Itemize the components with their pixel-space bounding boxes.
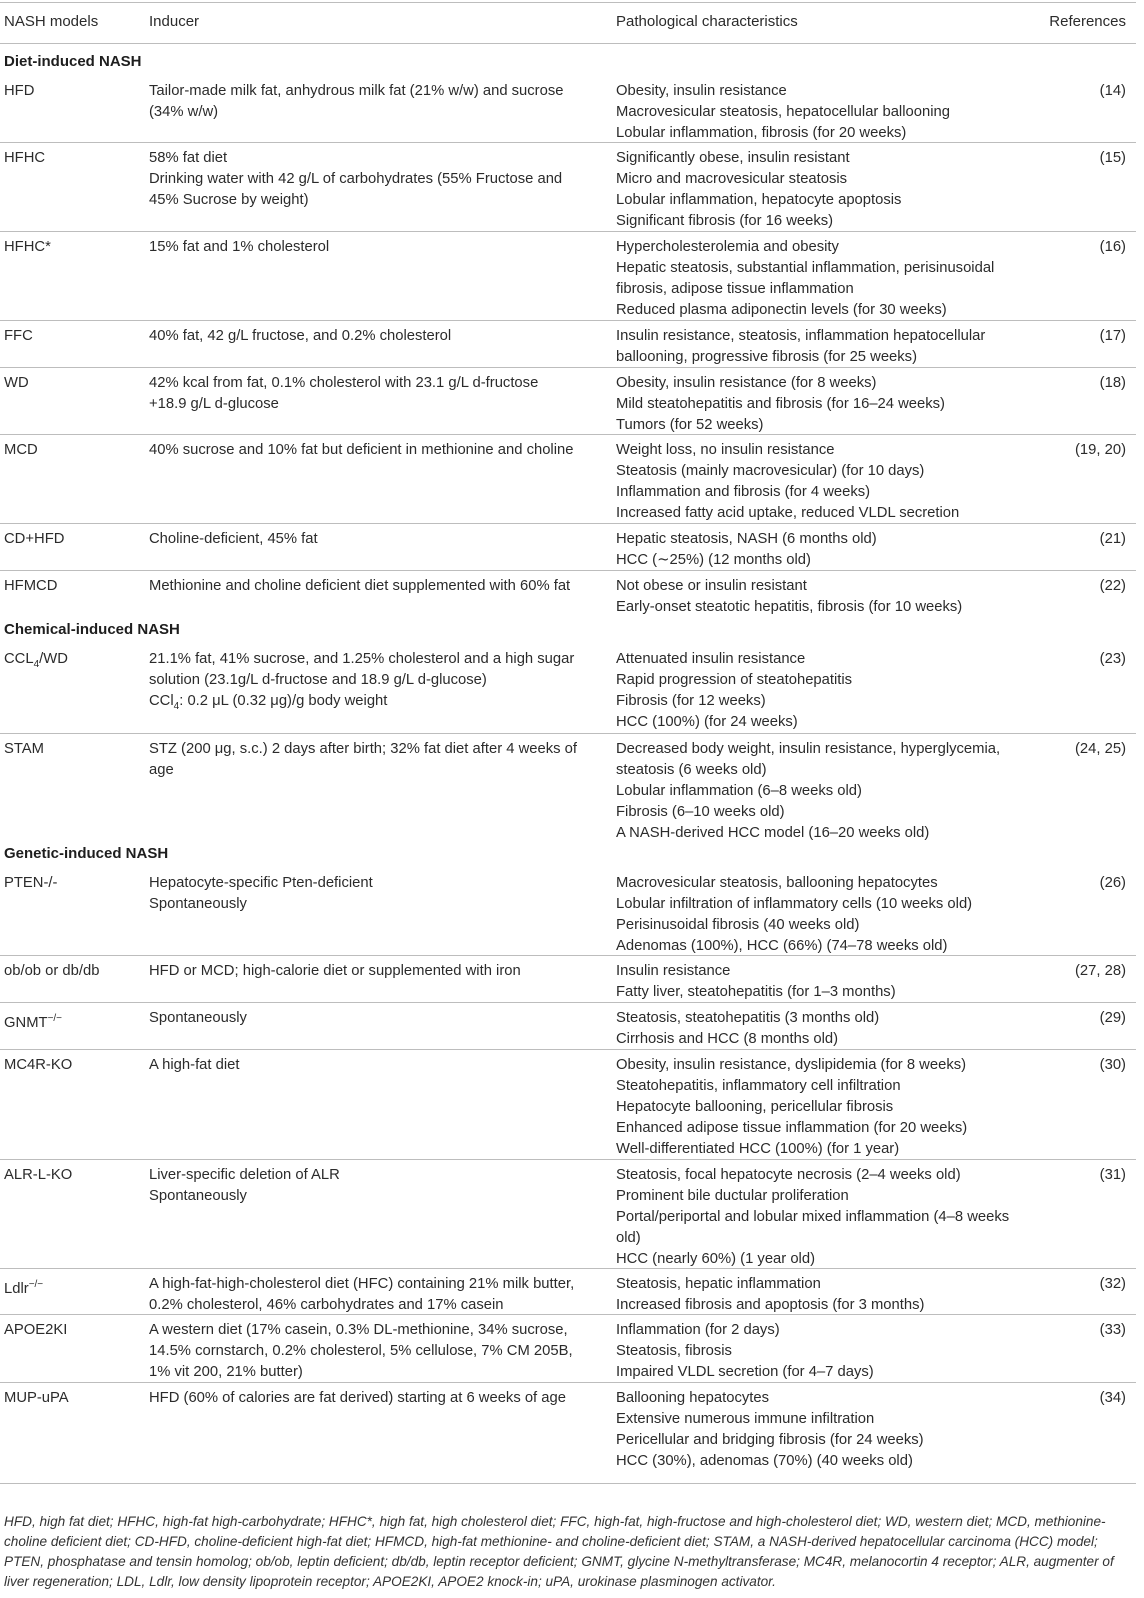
pathology-line: steatosis (6 weeks old) (616, 762, 767, 778)
inducer-line: HFD or MCD; high-calorie diet or supplemented with iron (149, 963, 521, 979)
reference-cell: (23) (1099, 651, 1126, 667)
pathology-line: Steatosis, steatohepatitis (3 months old) (616, 1010, 880, 1026)
pathology-line: fibrosis, adipose tissue inflammation (616, 281, 854, 297)
reference-cell: (17) (1099, 328, 1126, 344)
row-divider (0, 733, 1136, 734)
row-divider (0, 1382, 1136, 1383)
pathology-line: ballooning, progressive fibrosis (for 25 weeks) (616, 349, 918, 365)
row-divider (0, 320, 1136, 321)
table-top-rule (0, 2, 1136, 3)
pathology-line: Steatosis (mainly macrovesicular) (for 10 days) (616, 463, 925, 479)
pathology-line: A NASH-derived HCC model (16–20 weeks old) (616, 825, 930, 841)
inducer-line: A western diet (17% casein, 0.3% DL-methionine, 34% sucrose, (149, 1322, 568, 1338)
model-cell: HFD (4, 83, 35, 99)
pathology-line: Reduced plasma adiponectin levels (for 30 weeks) (616, 302, 947, 318)
inducer-line: Liver-specific deletion of ALR (149, 1167, 340, 1183)
pathology-line: Hepatocyte ballooning, pericellular fibrosis (616, 1099, 894, 1115)
table-footnote: HFD, high fat diet; HFHC, high-fat high-carbohydrate; HFHC*, high fat, high cholesterol diet; FFC, high-fat, high-fructose and high-cholesterol diet; WD, western diet; MCD, methionine-choline deficient diet; CD-HFD, choline-deficient high-fat diet; HFMCD, high-fat methionine- and choline-deficient diet; STAM, a NASH-derived hepatocellular carcinoma (HCC) model; PTEN, phosphatase and tensin homolog; ob/ob, leptin deficient; db/db, leptin receptor deficient; GNMT, glycine N-methyltransferase; MC4R, melanocortin 4 receptor; ALR, augmenter of liver regeneration; LDL, Ldlr, low density lipoprotein receptor; APOE2KI, APOE2 knock-in; uPA, urokinase plasminogen activator. (4, 1514, 1114, 1589)
model-cell: ob/ob or db/db (4, 963, 100, 979)
row-divider (0, 955, 1136, 956)
pathology-line: HCC (30%), adenomas (70%) (40 weeks old) (616, 1453, 913, 1469)
inducer-line: Spontaneously (149, 896, 247, 912)
model-cell: HFHC* (4, 239, 51, 255)
inducer-line: 14.5% cornstarch, 0.2% cholesterol, 5% cellulose, 7% CM 205B, (149, 1343, 573, 1359)
model-cell: ALR-L-KO (4, 1167, 73, 1183)
reference-cell: (27, 28) (1075, 963, 1126, 979)
inducer-line: A high-fat-high-cholesterol diet (HFC) containing 21% milk butter, (149, 1276, 575, 1292)
reference-cell: (29) (1099, 1010, 1126, 1026)
pathology-line: Early-onset steatotic hepatitis, fibrosis (for 10 weeks) (616, 599, 963, 615)
pathology-line: Significant fibrosis (for 16 weeks) (616, 213, 834, 229)
reference-cell: (31) (1099, 1167, 1126, 1183)
pathology-line: Fatty liver, steatohepatitis (for 1–3 months) (616, 984, 896, 1000)
model-cell: APOE2KI (4, 1322, 68, 1338)
model-cell: MC4R-KO (4, 1057, 73, 1073)
pathology-line: Insulin resistance, steatosis, inflammation hepatocellular (616, 328, 986, 344)
pathology-line: Insulin resistance (616, 963, 731, 979)
pathology-line: Mild steatohepatitis and fibrosis (for 16–24 weeks) (616, 396, 945, 412)
pathology-line: Obesity, insulin resistance, dyslipidemia (for 8 weeks) (616, 1057, 967, 1073)
reference-cell: (19, 20) (1075, 442, 1126, 458)
pathology-line: old) (616, 1230, 641, 1246)
section-heading: Genetic-induced NASH (4, 845, 169, 862)
table-bottom-rule (0, 1483, 1136, 1484)
row-divider (0, 1314, 1136, 1315)
inducer-line: (34% w/w) (149, 104, 219, 120)
pathology-line: Fibrosis (for 12 weeks) (616, 693, 766, 709)
reference-cell: (16) (1099, 239, 1126, 255)
inducer-line: Hepatocyte-specific Pten-deficient (149, 875, 373, 891)
pathology-line: Increased fibrosis and apoptosis (for 3 months) (616, 1297, 925, 1313)
inducer-line: 21.1% fat, 41% sucrose, and 1.25% cholesterol and a high sugar (149, 651, 575, 667)
model-cell: GNMT−/− (4, 1013, 63, 1031)
header-nash-models: NASH models (4, 13, 99, 30)
pathology-line: Portal/periportal and lobular mixed inflammation (4–8 weeks (616, 1209, 1010, 1225)
row-divider (0, 570, 1136, 571)
pathology-line: Lobular inflammation, hepatocyte apoptosis (616, 192, 902, 208)
inducer-line: +18.9 g/L d-glucose (149, 396, 279, 412)
pathology-line: Enhanced adipose tissue inflammation (for 20 weeks) (616, 1120, 968, 1136)
inducer-line: 42% kcal from fat, 0.1% cholesterol with 23.1 g/L d-fructose (149, 375, 539, 391)
row-divider (0, 434, 1136, 435)
inducer-line: STZ (200 μg, s.c.) 2 days after birth; 32% fat diet after 4 weeks of (149, 741, 577, 757)
pathology-line: HCC (∼25%) (12 months old) (616, 552, 811, 568)
model-cell: STAM (4, 741, 45, 757)
reference-cell: (21) (1099, 531, 1126, 547)
pathology-line: Extensive numerous immune infiltration (616, 1411, 875, 1427)
row-divider (0, 142, 1136, 143)
inducer-line: Drinking water with 42 g/L of carbohydrates (55% Fructose and (149, 171, 563, 187)
pathology-line: Well-differentiated HCC (100%) (for 1 year) (616, 1141, 900, 1157)
inducer-line: 58% fat diet (149, 150, 228, 166)
header-references: References (1049, 13, 1126, 30)
inducer-line: solution (23.1g/L d-fructose and 18.9 g/L d-glucose) (149, 672, 487, 688)
reference-cell: (26) (1099, 875, 1126, 891)
inducer-line: 0.2% cholesterol, 46% carbohydrates and 17% casein (149, 1297, 504, 1313)
pathology-line: Not obese or insulin resistant (616, 578, 807, 594)
pathology-line: Steatosis, hepatic inflammation (616, 1276, 821, 1292)
model-cell: MCD (4, 442, 38, 458)
pathology-line: Pericellular and bridging fibrosis (for 24 weeks) (616, 1432, 924, 1448)
pathology-line: Prominent bile ductular proliferation (616, 1188, 849, 1204)
header-bottom-rule (0, 43, 1136, 44)
pathology-line: Impaired VLDL secretion (for 4–7 days) (616, 1364, 874, 1380)
row-divider (0, 1268, 1136, 1269)
inducer-line: 40% sucrose and 10% fat but deficient in methionine and choline (149, 442, 574, 458)
reference-cell: (32) (1099, 1276, 1126, 1292)
pathology-line: Inflammation and fibrosis (for 4 weeks) (616, 484, 871, 500)
header-inducer: Inducer (149, 13, 200, 30)
inducer-line: Spontaneously (149, 1010, 247, 1026)
row-divider (0, 1049, 1136, 1050)
reference-cell: (30) (1099, 1057, 1126, 1073)
header-pathological-characteristics: Pathological characteristics (616, 13, 798, 30)
pathology-line: Adenomas (100%), HCC (66%) (74–78 weeks old) (616, 938, 948, 954)
pathology-line: Cirrhosis and HCC (8 months old) (616, 1031, 839, 1047)
model-cell: FFC (4, 328, 33, 344)
pathology-line: Hepatic steatosis, substantial inflammation, perisinusoidal (616, 260, 995, 276)
pathology-line: Micro and macrovesicular steatosis (616, 171, 848, 187)
pathology-line: Weight loss, no insulin resistance (616, 442, 835, 458)
pathology-line: Obesity, insulin resistance (616, 83, 787, 99)
row-divider (0, 1159, 1136, 1160)
model-cell: WD (4, 375, 29, 391)
model-cell: MUP-uPA (4, 1390, 69, 1406)
model-cell: CD+HFD (4, 531, 65, 547)
pathology-line: Attenuated insulin resistance (616, 651, 806, 667)
pathology-line: Lobular inflammation, fibrosis (for 20 weeks) (616, 125, 907, 141)
model-cell: PTEN-/- (4, 875, 58, 891)
model-cell: HFHC (4, 150, 46, 166)
reference-cell: (14) (1099, 83, 1126, 99)
section-heading: Diet-induced NASH (4, 53, 142, 70)
pathology-line: Increased fatty acid uptake, reduced VLDL secretion (616, 505, 960, 521)
row-divider (0, 523, 1136, 524)
inducer-line: CCl$_4$: 0.2 μL (0.32 μg)/g body weight (149, 693, 388, 712)
inducer-line: 15% fat and 1% cholesterol (149, 239, 330, 255)
inducer-line: age (149, 762, 174, 778)
pathology-line: Decreased body weight, insulin resistance, hyperglycemia, (616, 741, 1001, 757)
pathology-line: Macrovesicular steatosis, hepatocellular ballooning (616, 104, 950, 120)
inducer-line: Choline-deficient, 45% fat (149, 531, 318, 547)
section-heading: Chemical-induced NASH (4, 621, 180, 638)
inducer-line: 40% fat, 42 g/L fructose, and 0.2% cholesterol (149, 328, 452, 344)
inducer-line: Methionine and choline deficient diet supplemented with 60% fat (149, 578, 571, 594)
inducer-line: A high-fat diet (149, 1057, 240, 1073)
pathology-line: Tumors (for 52 weeks) (616, 417, 764, 433)
inducer-line: Spontaneously (149, 1188, 247, 1204)
pathology-line: HCC (100%) (for 24 weeks) (616, 714, 798, 730)
pathology-line: Lobular inflammation (6–8 weeks old) (616, 783, 862, 799)
pathology-line: Significantly obese, insulin resistant (616, 150, 850, 166)
pathology-line: Steatohepatitis, inflammatory cell infiltration (616, 1078, 901, 1094)
pathology-line: Steatosis, fibrosis (616, 1343, 732, 1359)
reference-cell: (22) (1099, 578, 1126, 594)
inducer-line: HFD (60% of calories are fat derived) starting at 6 weeks of age (149, 1390, 566, 1406)
pathology-line: Macrovesicular steatosis, ballooning hepatocytes (616, 875, 938, 891)
pathology-line: Lobular infiltration of inflammatory cells (10 weeks old) (616, 896, 973, 912)
pathology-line: Rapid progression of steatohepatitis (616, 672, 853, 688)
pathology-line: HCC (nearly 60%) (1 year old) (616, 1251, 815, 1267)
inducer-line: 45% Sucrose by weight) (149, 192, 309, 208)
inducer-line: 1% vit 200, 21% butter) (149, 1364, 303, 1380)
model-cell: $CCL_4/WD$ (4, 651, 68, 670)
pathology-line: Perisinusoidal fibrosis (40 weeks old) (616, 917, 860, 933)
reference-cell: (15) (1099, 150, 1126, 166)
row-divider (0, 367, 1136, 368)
pathology-line: Hypercholesterolemia and obesity (616, 239, 839, 255)
pathology-line: Steatosis, focal hepatocyte necrosis (2–4 weeks old) (616, 1167, 961, 1183)
inducer-line: Tailor-made milk fat, anhydrous milk fat (21% w/w) and sucrose (149, 83, 564, 99)
model-cell: Ldlr−/− (4, 1279, 44, 1297)
pathology-line: Ballooning hepatocytes (616, 1390, 770, 1406)
pathology-line: Obesity, insulin resistance (for 8 weeks) (616, 375, 877, 391)
pathology-line: Fibrosis (6–10 weeks old) (616, 804, 785, 820)
reference-cell: (33) (1099, 1322, 1126, 1338)
reference-cell: (18) (1099, 375, 1126, 391)
reference-cell: (24, 25) (1075, 741, 1126, 757)
reference-cell: (34) (1099, 1390, 1126, 1406)
model-cell: HFMCD (4, 578, 58, 594)
row-divider (0, 1002, 1136, 1003)
pathology-line: Hepatic steatosis, NASH (6 months old) (616, 531, 877, 547)
row-divider (0, 231, 1136, 232)
pathology-line: Inflammation (for 2 days) (616, 1322, 780, 1338)
